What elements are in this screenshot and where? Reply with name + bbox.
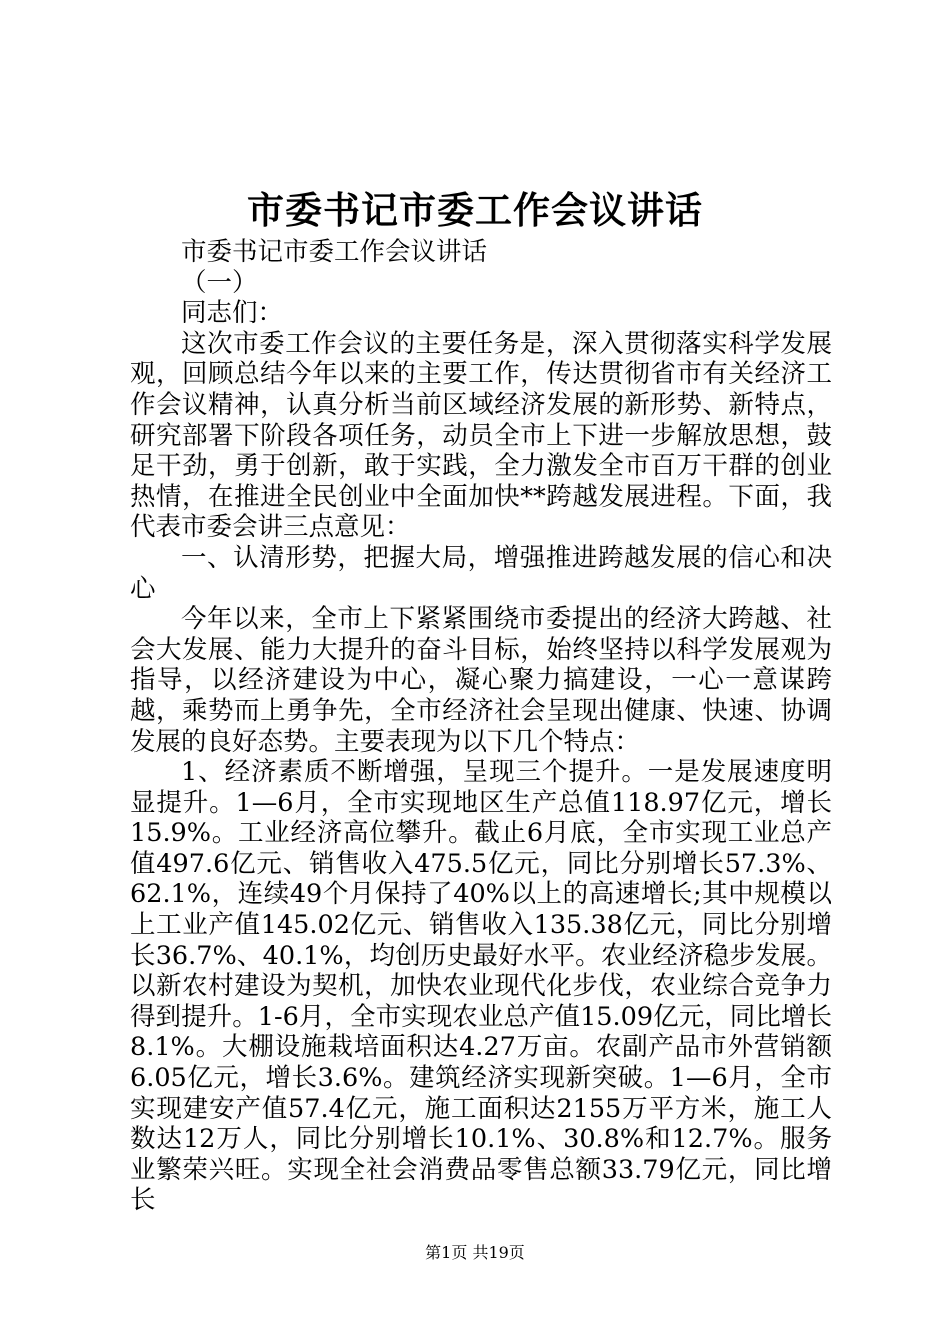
body-paragraph: 今年以来，全市上下紧紧围绕市委提出的经济大跨越、社会大发展、能力大提升的奋斗目标，始终坚持以科学发展观为指导，以经济建设为中心，凝心聚力搞建设，一心一意谋跨越，乘势而上勇争先，全市经济社会呈现出健康、快速、协调发展的良好态势。主要表现为以下几个特点：: [130, 604, 832, 757]
subtitle-paragraph: 市委书记市委工作会议讲话: [181, 237, 488, 267]
salutation-paragraph: 同志们：: [181, 298, 284, 329]
heading-paragraph: 一、认清形势，把握大局，增强推进跨越发展的信心和决心: [130, 542, 832, 604]
page-number-footer: 第1页 共19页: [425, 1243, 525, 1262]
document-title: 市委书记市委工作会议讲话: [247, 188, 703, 232]
document-body: [130, 237, 832, 1216]
body-paragraph: 这次市委工作会议的主要任务是，深入贯彻落实科学发展观，回顾总结今年以来的主要工作，传达贯彻省市有关经济工作会议精神，认真分析当前区域经济发展的新形势、新特点，研究部署下阶段各项任务，动员全市上下进一步解放思想，鼓足干劲，勇于创新，敢于实践，全力激发全市百万干群的创业热情，在推进全民创业中全面加快**跨越发展进程。下面，我代表市委会讲三点意见：: [130, 328, 832, 543]
section-number-paragraph: （一）: [181, 267, 258, 298]
body-paragraph: 1、经济素质不断增强，呈现三个提升。一是发展速度明显提升。1—6月，全市实现地区生产总值118.97亿元，增长15.9%。工业经济高位攀升。截止6月底，全市实现工业总产值497.6亿元、销售收入475.5亿元，同比分别增长57.3%、62.1%，连续49个月保持了40%以上的高速增长;其中规模以上工业产值145.02亿元、销售收入135.38亿元，同比分别增长36.7%、40.1%，均创历史最好水平。农业经济稳步发展。以新农村建设为契机，加快农业现代化步伐，农业综合竞争力得到提升。1-6月，全市实现农业总产值15.09亿元，同比增长8.1%。大棚设施栽培面积达4.27万亩。农副产品市外营销额6.05亿元，增长3.6%。建筑经济实现新突破。1—6月，全市实现建安产值57.4亿元，施工面积达2155万平方米，施工人数达12万人，同比分别增长10.1%、30.8%和12.7%。服务业繁荣兴旺。实现全社会消费品零售总额33.79亿元，同比增长: [130, 757, 832, 1216]
